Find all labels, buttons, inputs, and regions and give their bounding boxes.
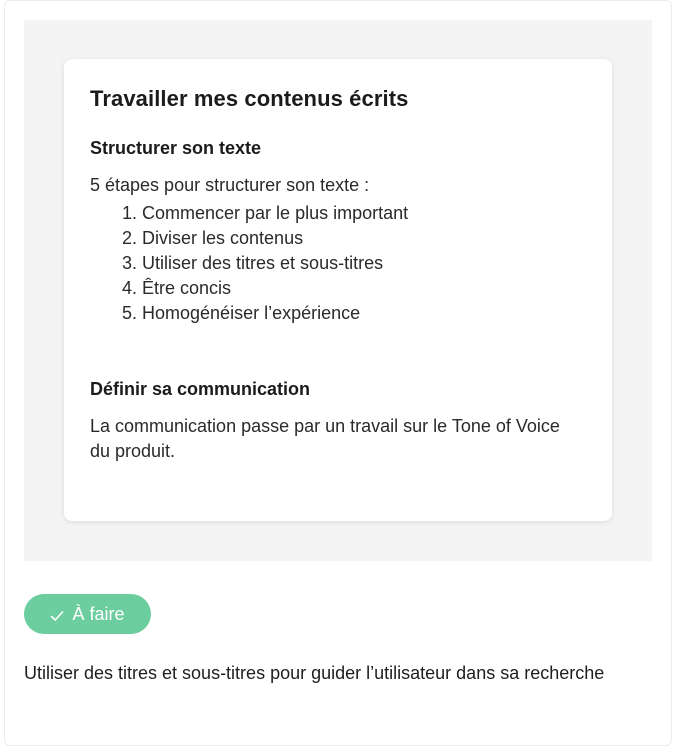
step-item: 4. Être concis	[122, 278, 232, 298]
steps-intro: 5 étapes pour structurer son texte :	[90, 175, 370, 195]
step-item: 3. Utiliser des titres et sous-titres	[122, 253, 384, 273]
step-item: 5. Homogénéiser l’expérience	[122, 303, 361, 323]
section-title-structurer: Structurer son texte	[90, 138, 262, 158]
status-badge[interactable]	[24, 594, 151, 634]
step-item: 1. Commencer par le plus important	[122, 203, 409, 223]
section-title-communication: Définir sa communication	[90, 379, 311, 399]
status-label: À faire	[72, 603, 125, 624]
check-icon	[50, 607, 64, 621]
steps-list	[122, 201, 408, 326]
task-description: Utiliser des titres et sous-titres pour guider l’utilisateur dans sa recherche	[24, 663, 605, 683]
step-item: 2. Diviser les contenus	[122, 228, 304, 248]
communication-text: La communication passe par un travail sur le Tone of Voice du produit.	[90, 416, 560, 461]
card-title: Travailler mes contenus écrits	[90, 86, 409, 111]
